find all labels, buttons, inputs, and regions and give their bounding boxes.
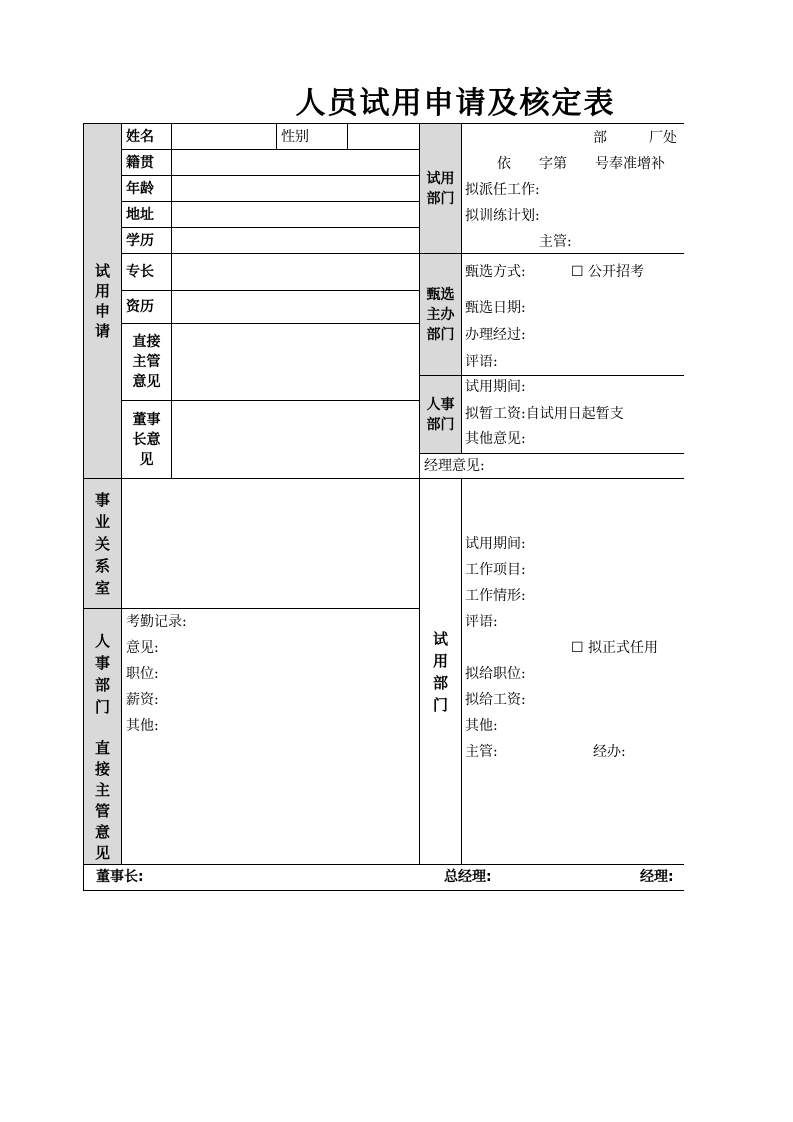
supervisor-opinion-label: 直接主管意见 [121,323,172,401]
bottom-trial-period: 试用期间: [465,536,526,552]
bottom-comment: 评语: [465,614,498,630]
bottom-supervisor: 主管: [465,744,498,760]
trial-dept-box [461,123,684,254]
selection-method: 甄选方式: [465,264,526,280]
hr-top-box [461,375,684,454]
trial-dept-label: 试用部门 [419,123,462,254]
hr-other: 其他: [126,718,159,734]
trial-dept-bottom-label: 试用部门 [419,478,462,865]
chairman-opinion-input[interactable] [171,400,420,479]
specialty-input[interactable] [171,253,420,291]
bottom-other: 其他: [465,718,498,734]
basis-line: 依 字第 号奉准增补 [497,156,665,172]
selection-comment: 评语: [465,354,498,370]
hr-temp-salary: 拟暂工资:自试用日起暂支 [465,406,624,422]
name-label: 姓名 [121,123,172,150]
page-title: 人员试用申请及核定表 [295,86,616,121]
hr-position: 职位: [126,666,159,682]
hr-trial-period: 试用期间: [465,379,526,395]
native-place-input[interactable] [171,149,420,176]
gender-input[interactable] [347,123,420,150]
attendance-record: 考勤记录: [126,614,187,630]
name-input[interactable] [171,123,277,150]
dept-line: 部 厂处 [593,130,677,146]
experience-input[interactable] [171,290,420,324]
education-input[interactable] [171,227,420,254]
hr-top-label: 人事部门 [419,375,462,454]
hr-bottom-label: 人事部门 [83,608,122,739]
manager-opinion: 经理意见: [419,453,684,479]
hr-other-opinion: 其他意见: [465,431,526,447]
general-manager-sign: 总经理: [444,869,492,885]
work-project: 工作项目: [465,562,526,578]
age-label: 年龄 [121,175,172,202]
native-place-label: 籍贯 [121,149,172,176]
selection-date: 甄选日期: [465,300,526,316]
address-input[interactable] [171,201,420,228]
gender-label: 性别 [276,123,348,150]
proposed-salary: 拟给工资: [465,692,526,708]
hr-opinion: 意见: [126,640,159,656]
education-label: 学历 [121,227,172,254]
selection-process: 办理经过: [465,327,526,343]
manager-sign: 经理: [640,869,674,885]
section-trial-application: 试用申请 [83,123,122,479]
specialty-label: 专长 [121,253,172,291]
hr-bottom-box [121,608,420,865]
business-relations-label: 事业关系室 [83,478,122,609]
age-input[interactable] [171,175,420,202]
selection-box [461,253,684,376]
bottom-handler: 经办: [593,744,626,760]
assignment-line: 拟派任工作: [465,182,540,198]
trial-dept-bottom-box [461,478,684,865]
chairman-opinion-label: 董事长意见 [121,400,172,479]
supervisor-opinion-input[interactable] [171,323,420,401]
selection-dept-label: 甄选主办部门 [419,253,462,376]
business-relations-input[interactable] [121,478,420,609]
work-situation: 工作情形: [465,588,526,604]
hr-salary: 薪资: [126,692,159,708]
address-label: 地址 [121,201,172,228]
trial-supervisor-line: 主管: [539,234,572,250]
formal-hire-option[interactable]: ☐ 拟正式任用 [571,640,659,656]
direct-supervisor-label: 直接主管意见 [83,738,122,865]
chairman-sign: 董事长: [96,869,144,885]
proposed-position: 拟给职位: [465,666,526,682]
public-exam-option[interactable]: ☐ 公开招考 [571,264,645,280]
training-line: 拟训练计划: [465,208,540,224]
experience-label: 资历 [121,290,172,324]
footer-row [83,864,684,891]
